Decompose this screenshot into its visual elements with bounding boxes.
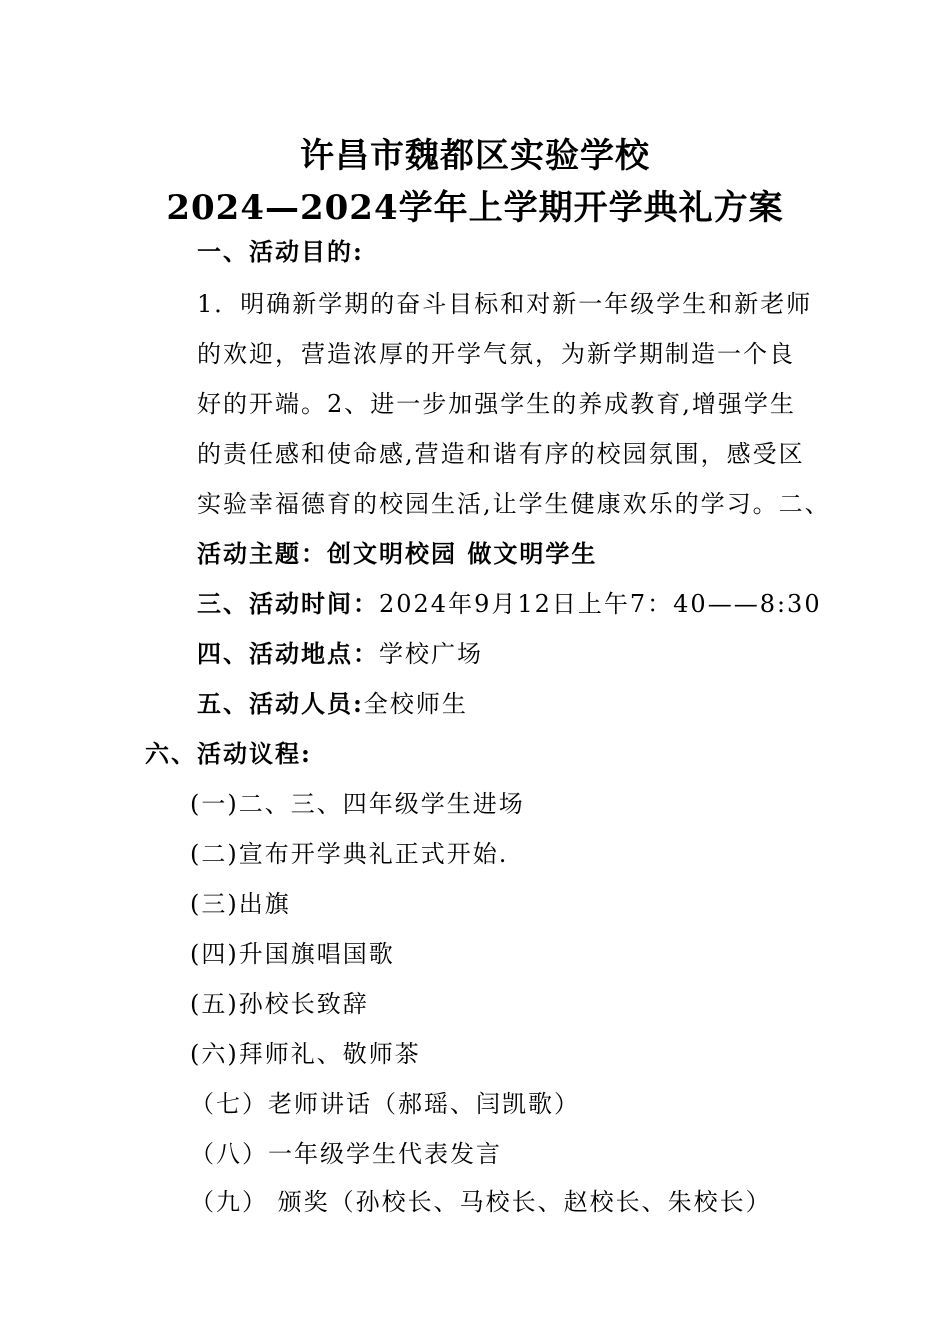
agenda-item: （七）老师讲话（郝瑶、闫凯歌） bbox=[190, 1090, 580, 1118]
section2-theme bbox=[197, 534, 597, 569]
document-title-school: 许昌市魏都区实验学校 bbox=[300, 136, 650, 176]
section3-value: 2024年9月12日上午7：40——8:30 bbox=[379, 590, 822, 618]
section4-location bbox=[197, 634, 483, 669]
section1-body-line: 好的开端。2、进一步加强学生的养成教育,增强学生 bbox=[197, 390, 796, 418]
section1-heading: 一、活动目的: bbox=[197, 237, 364, 266]
section1-body-line: 的欢迎，营造浓厚的开学气氛，为新学期制造一个良 bbox=[197, 340, 795, 368]
agenda-item: (二)宣布开学典礼正式开始. bbox=[190, 840, 509, 868]
section1-body-line: 的责任感和使命感,营造和谐有序的校园氛围，感受区 bbox=[197, 440, 805, 468]
section5-value: 全校师生 bbox=[363, 690, 468, 718]
agenda-item: （九） 颁奖（孙校长、马校长、赵校长、朱校长） bbox=[190, 1188, 772, 1216]
section3-label: 三、活动时间： bbox=[197, 589, 379, 618]
agenda-item: (一)二、三、四年级学生进场 bbox=[190, 790, 525, 818]
agenda-item: (三)出旗 bbox=[190, 890, 291, 918]
section4-value: 学校广场 bbox=[379, 640, 483, 668]
section1-body-line: 实验幸福德育的校园生活,让学生健康欢乐的学习。二、 bbox=[197, 490, 831, 518]
section3-time bbox=[197, 584, 822, 619]
section5-participants bbox=[197, 684, 468, 719]
document-title-plan: 2024—2024学年上学期开学典礼方案 bbox=[166, 188, 784, 228]
section4-label: 四、活动地点： bbox=[197, 639, 379, 668]
section2-value: 创文明校园 做文明学生 bbox=[327, 539, 598, 568]
section6-heading: 六、活动议程: bbox=[145, 739, 312, 768]
agenda-item: (四)升国旗唱国歌 bbox=[190, 940, 395, 968]
agenda-item: (五)孙校长致辞 bbox=[190, 990, 369, 1018]
agenda-item: (六)拜师礼、敬师茶 bbox=[190, 1040, 421, 1068]
section2-label: 活动主题： bbox=[197, 539, 327, 568]
section1-body-line: 1．明确新学期的奋斗目标和对新一年级学生和新老师 bbox=[197, 290, 813, 318]
agenda-item: （八）一年级学生代表发言 bbox=[190, 1140, 502, 1168]
section5-label: 五、活动人员: bbox=[197, 689, 364, 718]
